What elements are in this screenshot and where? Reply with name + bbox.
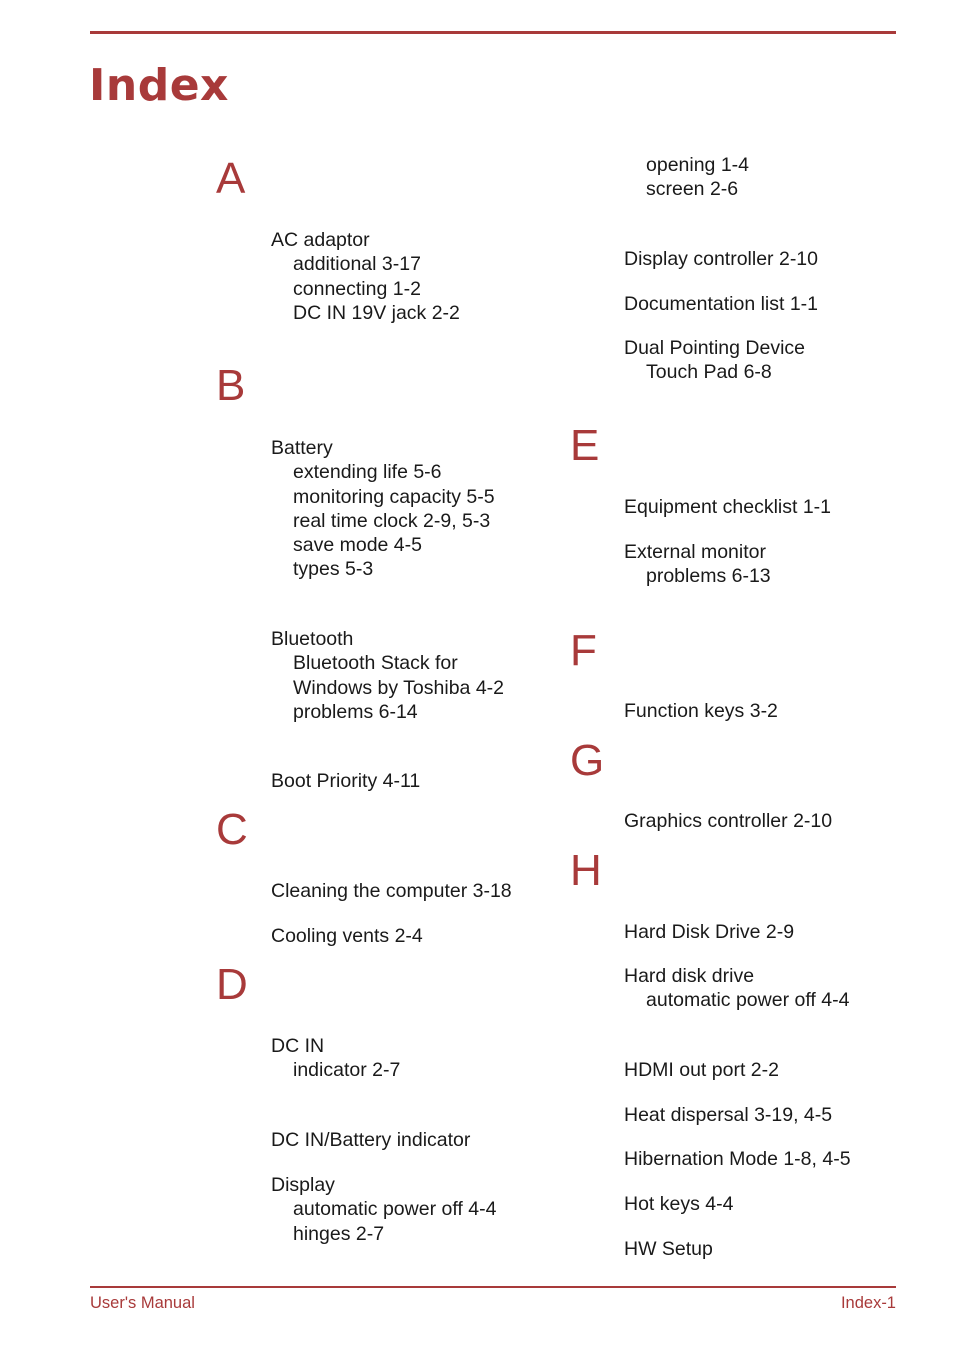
entry-subterm: additional 3-17 (293, 253, 421, 276)
index-entry-external-monitor (624, 540, 771, 589)
entry-term: DC IN (271, 1035, 325, 1057)
entry-subterm: Windows by Toshiba 4-2 (293, 676, 504, 699)
entry-term: AC adaptor (271, 229, 370, 251)
entry-subterm: opening 1-4 (646, 154, 750, 176)
entry-subterm: problems 6-14 (293, 700, 418, 723)
entry-term: Display controller 2-10 (624, 248, 819, 270)
footer-page-number: Index-1 (840, 1294, 896, 1312)
index-entry-function-keys (624, 699, 778, 723)
entry-term: Cooling vents 2-4 (271, 925, 423, 947)
index-entry-display (271, 1173, 496, 1246)
index-entry-hdd (624, 920, 794, 944)
entry-subterm: extending life 5-6 (293, 461, 442, 484)
entry-subterm: monitoring capacity 5-5 (293, 485, 495, 508)
entry-term: Hard Disk Drive 2-9 (624, 921, 795, 943)
index-entry-equipment (624, 495, 831, 519)
letter-heading-d: D (216, 960, 248, 1009)
page-title: Index (89, 60, 229, 111)
letter-heading-g: G (570, 736, 605, 785)
letter-heading-a: A (216, 154, 246, 203)
entry-term: External monitor (624, 541, 766, 563)
entry-term: Bluetooth (271, 628, 354, 650)
entry-term: Equipment checklist 1-1 (624, 496, 832, 518)
footer-rule (90, 1286, 896, 1288)
entry-subterm: screen 2-6 (646, 178, 739, 201)
index-entry-heat (624, 1103, 832, 1127)
index-entry-documentation (624, 292, 818, 316)
index-entry-dc-in-battery (271, 1128, 470, 1152)
entry-term: HDMI out port 2-2 (624, 1059, 779, 1081)
letter-heading-b: B (216, 361, 246, 410)
letter-heading-f: F (570, 626, 597, 675)
letter-heading-c: C (216, 805, 248, 854)
entry-term: Hard disk drive (624, 965, 755, 987)
header-rule (90, 31, 896, 34)
index-entry-dc-in (271, 1034, 400, 1083)
entry-term: Hibernation Mode 1-8, 4-5 (624, 1148, 851, 1170)
index-entry-display-controller (624, 247, 818, 271)
index-entry-hot-keys (624, 1192, 733, 1216)
index-entry-dual-pointing (624, 336, 805, 385)
entry-term: Dual Pointing Device (624, 337, 806, 359)
entry-term: HW Setup (624, 1238, 713, 1260)
footer-manual-title: User's Manual (90, 1294, 195, 1312)
entry-subterm: Touch Pad 6-8 (646, 361, 772, 384)
entry-subterm: connecting 1-2 (293, 277, 421, 300)
entry-term: Graphics controller 2-10 (624, 810, 833, 832)
index-entry-cleaning (271, 879, 512, 903)
entry-term: DC IN/Battery indicator (271, 1129, 471, 1151)
entry-subterm: automatic power off 4-4 (293, 1198, 497, 1221)
entry-term: Function keys 3-2 (624, 700, 778, 722)
entry-term: Boot Priority 4-11 (271, 770, 421, 792)
entry-subterm: problems 6-13 (646, 565, 771, 588)
entry-subterm: save mode 4-5 (293, 534, 422, 557)
entry-subterm: types 5-3 (293, 558, 374, 581)
index-entry-hdmi (624, 1058, 779, 1082)
entry-term: Heat dispersal 3-19, 4-5 (624, 1104, 833, 1126)
index-entry-battery (271, 436, 495, 582)
entry-term: Battery (271, 437, 333, 459)
index-entry-hw-setup (624, 1237, 713, 1261)
index-entry-display-continued (624, 153, 749, 202)
index-entry-ac-adaptor (271, 228, 460, 325)
index-entry-cooling-vents (271, 924, 423, 948)
entry-subterm: indicator 2-7 (293, 1059, 401, 1082)
index-entry-boot-priority (271, 769, 420, 793)
entry-subterm: automatic power off 4-4 (646, 989, 850, 1012)
entry-subterm: hinges 2-7 (293, 1222, 385, 1245)
entry-term: Display (271, 1174, 335, 1196)
letter-heading-h: H (570, 846, 602, 895)
entry-subterm: DC IN 19V jack 2-2 (293, 301, 460, 324)
index-entry-graphics (624, 809, 832, 833)
entry-term: Documentation list 1-1 (624, 293, 819, 315)
entry-subterm: Bluetooth Stack for (293, 652, 458, 675)
letter-heading-e: E (570, 421, 600, 470)
index-entry-bluetooth (271, 627, 504, 724)
entry-subterm: real time clock 2-9, 5-3 (293, 509, 491, 532)
entry-term: Hot keys 4-4 (624, 1193, 734, 1215)
entry-term: Cleaning the computer 3-18 (271, 880, 512, 902)
index-entry-hibernation (624, 1147, 851, 1171)
index-entry-hard-disk (624, 964, 849, 1013)
